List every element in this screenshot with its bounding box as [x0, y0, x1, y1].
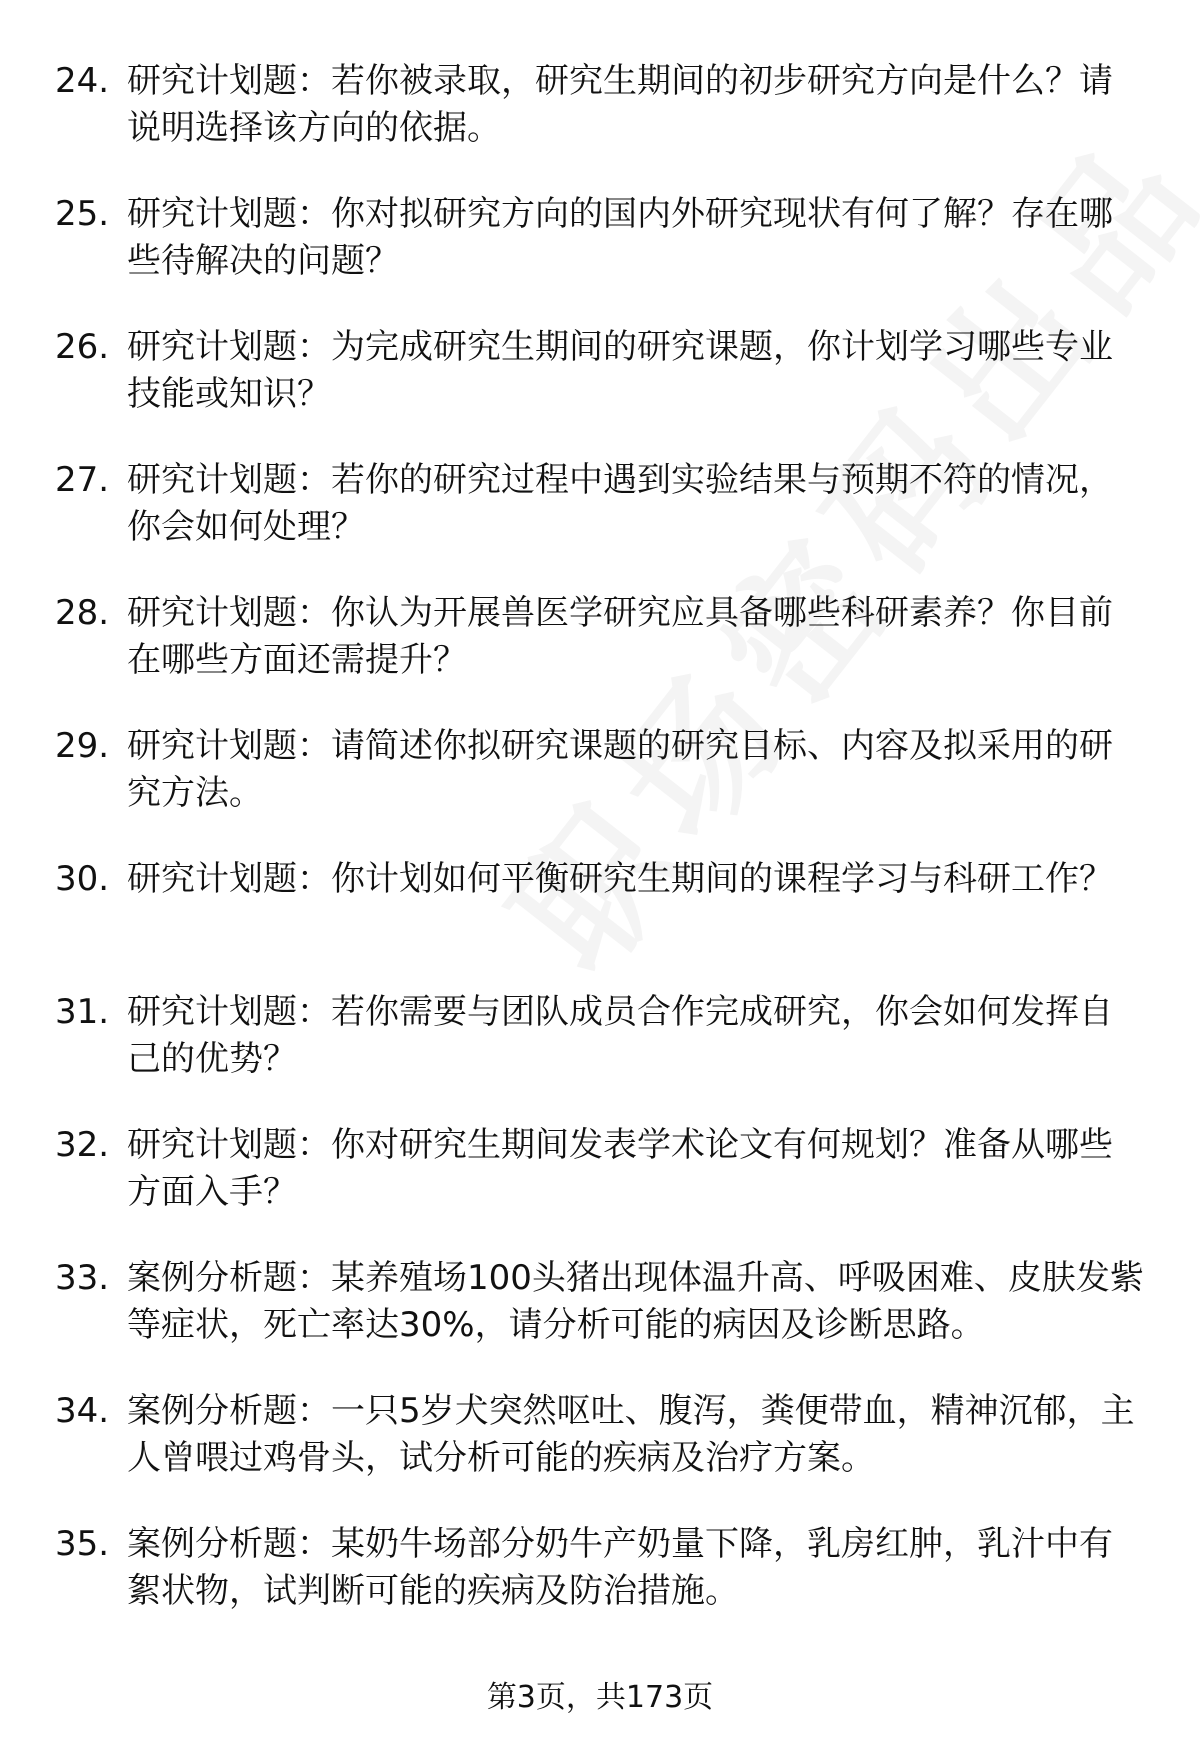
question-item-35	[55, 1521, 1145, 1615]
question-item-30	[55, 856, 1145, 950]
question-item-27	[55, 457, 1145, 551]
question-item-33	[55, 1255, 1145, 1349]
question-text: 研究计划题：你对拟研究方向的国内外研究现状有何了解？存在哪些待解决的问题？	[127, 194, 1113, 281]
question-text: 研究计划题：若你需要与团队成员合作完成研究，你会如何发挥自己的优势？	[127, 992, 1113, 1079]
question-number: 35.	[55, 1524, 110, 1564]
question-number: 28.	[55, 593, 110, 633]
question-number: 30.	[55, 859, 110, 899]
page-footer: 第3页，共173页	[486, 1680, 714, 1715]
question-text: 研究计划题：若你的研究过程中遇到实验结果与预期不符的情况，你会如何处理？	[127, 460, 1113, 547]
question-number: 31.	[55, 992, 110, 1032]
question-number: 33.	[55, 1258, 110, 1298]
question-text: 研究计划题：请简述你拟研究课题的研究目标、内容及拟采用的研究方法。	[127, 726, 1113, 813]
question-text: 案例分析题：一只5岁犬突然呕吐、腹泻，粪便带血，精神沉郁，主人曾喂过鸡骨头，试分析可能的疾病及治疗方案。	[127, 1391, 1135, 1478]
question-item-24	[55, 58, 1145, 152]
question-text: 研究计划题：你计划如何平衡研究生期间的课程学习与科研工作？	[127, 859, 1113, 899]
question-number: 26.	[55, 327, 110, 367]
question-number: 24.	[55, 61, 110, 101]
question-text: 研究计划题：你对研究生期间发表学术论文有何规划？准备从哪些方面入手？	[127, 1125, 1113, 1212]
question-item-32	[55, 1122, 1145, 1216]
question-number: 25.	[55, 194, 110, 234]
question-text: 研究计划题：为完成研究生期间的研究课题，你计划学习哪些专业技能或知识？	[127, 327, 1113, 414]
question-text: 案例分析题：某养殖场100头猪出现体温升高、呼吸困难、皮肤发紫等症状，死亡率达30%，请分析可能的病因及诊断思路。	[127, 1258, 1144, 1345]
question-number: 34.	[55, 1391, 110, 1431]
question-item-28	[55, 590, 1145, 684]
question-text: 案例分析题：某奶牛场部分奶牛产奶量下降，乳房红肿，乳汁中有絮状物，试判断可能的疾病及防治措施。	[127, 1524, 1113, 1611]
question-text: 研究计划题：你认为开展兽医学研究应具备哪些科研素养？你目前在哪些方面还需提升？	[127, 593, 1113, 680]
question-item-26	[55, 324, 1145, 418]
question-number: 27.	[55, 460, 110, 500]
question-text: 研究计划题：若你被录取，研究生期间的初步研究方向是什么？请说明选择该方向的依据。	[127, 61, 1113, 148]
question-item-25	[55, 191, 1145, 285]
question-list	[55, 58, 1145, 1654]
question-item-34	[55, 1388, 1145, 1482]
question-item-31	[55, 989, 1145, 1083]
question-number: 29.	[55, 726, 110, 766]
question-item-29	[55, 723, 1145, 817]
question-number: 32.	[55, 1125, 110, 1165]
